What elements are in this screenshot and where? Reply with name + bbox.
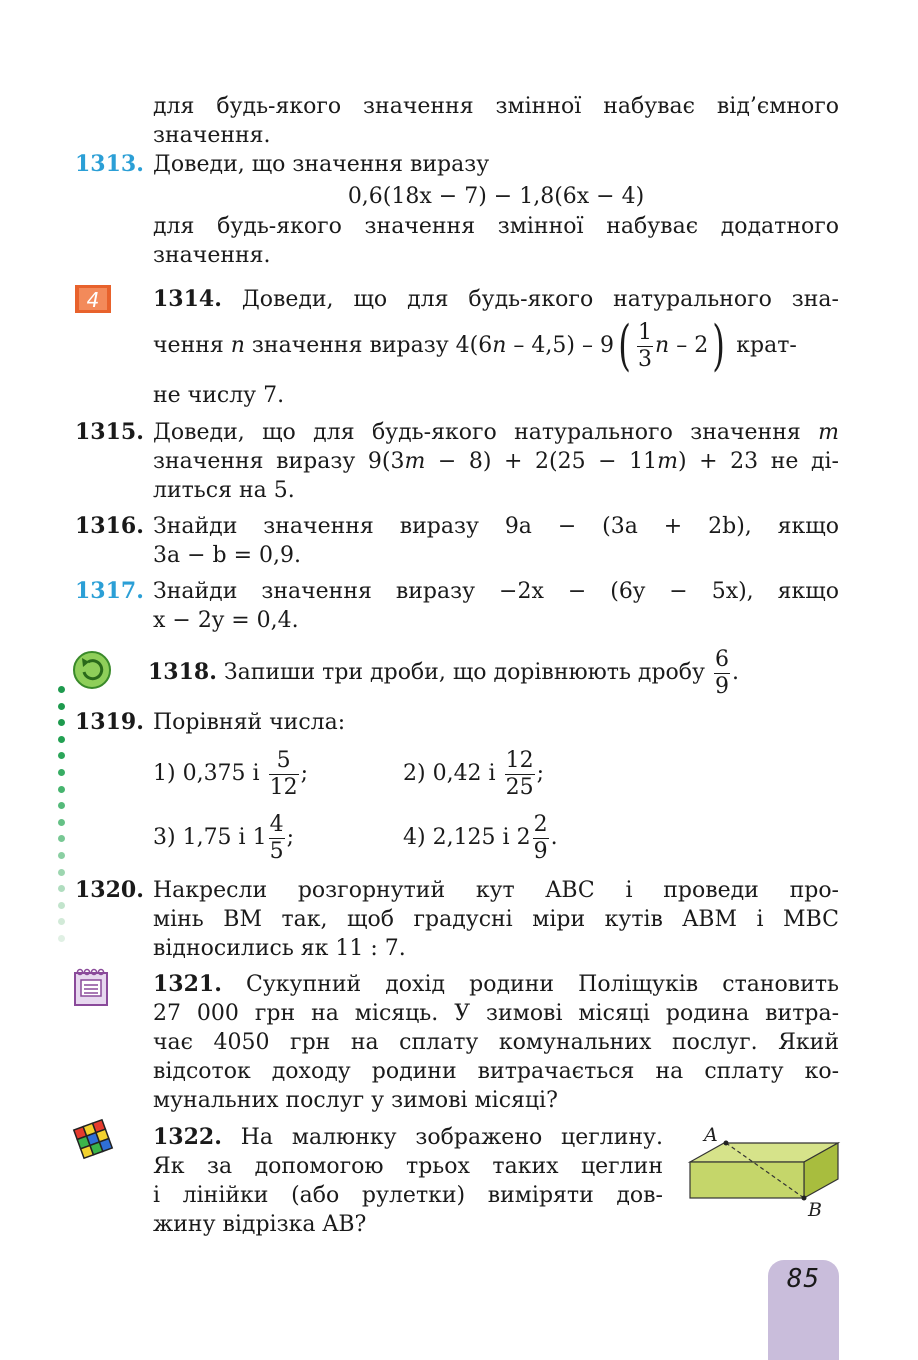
variable: m — [818, 420, 839, 445]
problem-number: 1315. — [75, 419, 144, 445]
intro-line: для будь-якого значення змінної набуває від’ємного — [153, 94, 839, 119]
problem-line: x − 2y = 0,4. — [153, 608, 299, 633]
problem-1317-text-2 — [153, 606, 839, 635]
dot — [58, 819, 65, 826]
problem-1322-text-2 — [153, 1152, 663, 1181]
problem-1321-text-2 — [153, 999, 839, 1028]
problem-number: 1316. — [75, 513, 144, 539]
problem-1320-text-2 — [153, 905, 839, 934]
comparison-suffix: ; — [300, 761, 308, 786]
problem-line: чає 4050 грн на сплату комунальних послуг. Який — [153, 1030, 839, 1055]
fraction-numerator: 12 — [505, 747, 534, 773]
problem-line: для будь-якого значення змінної набуває додатного — [153, 214, 839, 239]
comparison-prefix: 1) 0,375 і — [153, 761, 267, 786]
fraction-denominator: 9 — [533, 838, 548, 864]
comparison-prefix: 2) 0,42 і — [403, 761, 503, 786]
problem-text: − 8) + 2(25 − 11 — [425, 449, 658, 474]
level-4-badge-icon — [75, 285, 111, 313]
comparison-suffix: ; — [286, 825, 295, 850]
problem-line: Накресли розгорнутий кут ABC і проведи про- — [153, 878, 839, 903]
comparison-suffix: ; — [536, 761, 545, 786]
repeat-arrow-icon — [72, 650, 112, 690]
comparison-suffix: . — [550, 825, 558, 850]
dot — [58, 918, 65, 925]
dot — [58, 686, 65, 693]
problem-line: 27 000 грн на місяць. У зимові місяці родина витра- — [153, 1001, 839, 1026]
problem-line: Порівняй числа: — [153, 710, 346, 735]
problem-1322-text-3 — [153, 1181, 663, 1210]
problem-line: Доведи, що значення виразу — [153, 152, 490, 177]
problem-line: Знайди значення виразу 9a − (3a + 2b), якщо — [153, 514, 839, 539]
problem-line: Знайди значення виразу −2x − (6y − 5x), якщо — [153, 579, 839, 604]
paren-right: ) — [712, 314, 726, 377]
problem-line: і лінійки (або рулетки) виміряти дов- — [153, 1183, 663, 1208]
fraction — [637, 320, 653, 373]
dot — [58, 769, 65, 776]
problem-1315-text-3 — [153, 476, 839, 505]
problem-1321-text — [153, 970, 839, 999]
problem-1313-formula — [153, 182, 839, 211]
fraction — [269, 748, 299, 801]
problem-1318-text — [148, 640, 848, 704]
dotted-margin-line — [58, 686, 68, 952]
comparison-item-3 — [153, 806, 393, 870]
problem-1313-text-3 — [153, 212, 839, 241]
problem-1321-text-3 — [153, 1028, 839, 1057]
fraction-denominator: 9 — [714, 673, 729, 699]
fraction-denominator: 25 — [505, 774, 534, 800]
problem-text: ) + 23 не ді- — [678, 449, 839, 474]
comparison-item-4 — [403, 806, 643, 870]
fraction-denominator: 3 — [638, 346, 653, 372]
problem-1316-text-2 — [153, 541, 839, 570]
problem-1322-text — [153, 1123, 663, 1152]
problem-line: Сукупний дохід родини Поліщуків становить — [246, 972, 839, 997]
comparison-prefix: 3) 1,75 і — [153, 825, 253, 850]
problem-text: значення виразу 4(6 — [244, 333, 493, 358]
svg-text:4: 4 — [86, 288, 100, 312]
fraction — [505, 748, 535, 801]
dot — [58, 736, 65, 743]
problem-1313-text — [153, 150, 839, 179]
paren-left: ( — [618, 314, 631, 377]
problem-1321-text-4 — [153, 1057, 839, 1086]
problem-text: чення — [153, 333, 231, 358]
variable: n — [492, 333, 507, 358]
problem-number: 1314. — [153, 286, 222, 312]
dot — [58, 852, 65, 859]
problem-line: значення. — [153, 243, 271, 268]
point-label-a: A — [704, 1124, 718, 1146]
problem-1320-text-3 — [153, 934, 839, 963]
fraction-numerator: 2 — [533, 811, 548, 837]
problem-number: 1317. — [75, 578, 144, 604]
problem-1320-text — [153, 876, 839, 905]
dot — [58, 802, 65, 809]
problem-1314-text-3 — [153, 381, 839, 410]
fraction-denominator: 12 — [269, 774, 298, 800]
problem-1319-title — [153, 708, 839, 737]
fraction-numerator: 1 — [638, 319, 653, 345]
problem-1315-text — [153, 418, 839, 447]
comparison-item-1 — [153, 742, 393, 806]
page-number: 85 — [786, 1264, 821, 1294]
variable: m — [404, 449, 426, 474]
dot — [58, 902, 65, 909]
problem-number: 1322. — [153, 1124, 222, 1150]
intro-line: значення. — [153, 123, 271, 148]
problem-line: 3a − b = 0,9. — [153, 543, 302, 568]
problem-text: Запиши три дроби, що дорівнюють дробу — [223, 660, 712, 685]
problem-line: мінь BM так, щоб градусні міри кутів ABM і MBC — [153, 907, 839, 932]
dot — [58, 885, 65, 892]
fraction — [714, 647, 730, 700]
problem-1321-text-5 — [153, 1086, 839, 1115]
mixed-whole: 1 — [252, 825, 267, 850]
dot — [58, 719, 65, 726]
problem-line: мунальних послуг у зимові місяці? — [153, 1088, 558, 1113]
problem-line: На малюнку зображено цеглину. — [240, 1125, 663, 1150]
problem-1314-text — [153, 285, 839, 314]
problem-line: відносились як 11 : 7. — [153, 936, 406, 961]
problem-1316-text — [153, 512, 839, 541]
dot — [58, 835, 65, 842]
dot — [58, 752, 65, 759]
problem-text: – 4,5) – 9 — [506, 333, 614, 358]
fraction-numerator: 5 — [269, 748, 299, 775]
dot — [58, 935, 65, 942]
fraction-denominator: 5 — [269, 838, 284, 864]
fraction-numerator: 4 — [269, 811, 284, 837]
problem-line: відсоток доходу родини витрачається на сплату ко- — [153, 1059, 839, 1084]
notepad-icon — [74, 968, 108, 1006]
fraction-numerator: 6 — [714, 646, 729, 672]
problem-number: 1321. — [153, 971, 222, 997]
variable: n — [655, 333, 670, 358]
dot — [58, 869, 65, 876]
problem-text: значення виразу 9(3 — [153, 449, 405, 474]
rubik-cube-icon — [72, 1118, 114, 1160]
variable: n — [230, 333, 245, 358]
problem-1314-expression — [153, 316, 839, 376]
point-label-b: B — [808, 1199, 822, 1221]
problem-number: 1318. — [148, 659, 217, 685]
formula: 0,6(18x − 7) − 1,8(6x − 4) — [347, 184, 645, 209]
problem-line: литься на 5. — [153, 478, 295, 503]
problem-line: Доведи, що для будь-якого натурального зна- — [241, 287, 839, 312]
problem-1313-text-4 — [153, 241, 839, 270]
intro-text-2 — [153, 121, 839, 150]
brick-illustration — [686, 1122, 846, 1222]
problem-text: – 2 — [669, 333, 709, 358]
dot — [58, 703, 65, 710]
problem-line: Доведи, що для будь-якого натурального значення — [153, 420, 819, 445]
dot — [58, 786, 65, 793]
problem-text: . — [731, 660, 739, 685]
fraction — [269, 812, 285, 865]
problem-1315-text-2 — [153, 447, 839, 476]
fraction — [533, 812, 549, 865]
problem-number: 1320. — [75, 877, 144, 903]
problem-1317-text — [153, 577, 839, 606]
problem-number: 1319. — [75, 709, 144, 735]
problem-1322-text-4 — [153, 1210, 663, 1239]
variable: m — [657, 449, 679, 474]
intro-text — [153, 92, 839, 121]
problem-line: Як за допомогою трьох таких цеглин — [153, 1154, 663, 1179]
problem-text: крат- — [729, 333, 797, 358]
comparison-prefix: 4) 2,125 і — [403, 825, 517, 850]
mixed-whole: 2 — [516, 825, 531, 850]
problem-line: жину відрізка AB? — [153, 1212, 367, 1237]
comparison-item-2 — [403, 742, 643, 806]
problem-line: не числу 7. — [153, 383, 285, 408]
problem-number: 1313. — [75, 151, 144, 177]
